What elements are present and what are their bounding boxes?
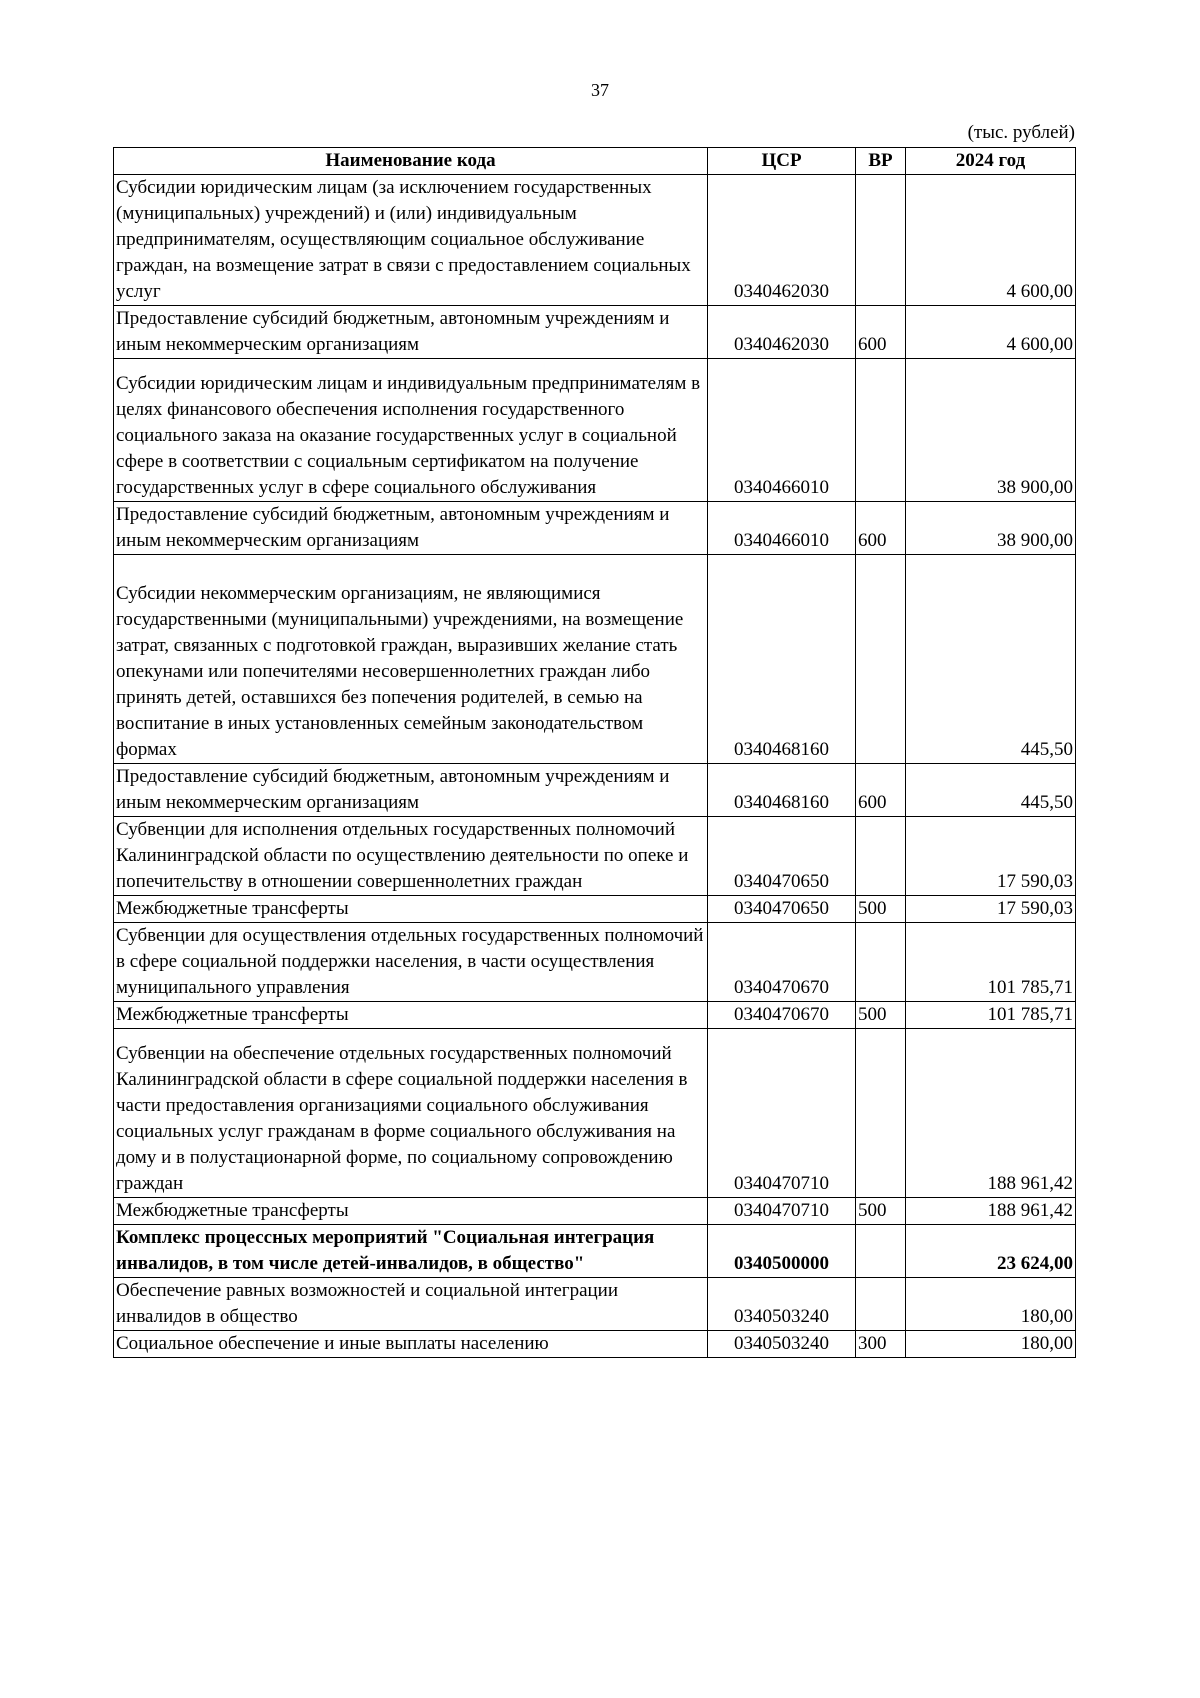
- row-sum: 445,50: [906, 555, 1076, 764]
- row-name: Социальное обеспечение и иные выплаты населению: [114, 1331, 708, 1358]
- row-name: Субсидии некоммерческим организациям, не являющимися государственными (муниципальными) учреждениями, на возмещение затрат, связанных с подготовкой граждан, выразивших желание стать опекунами или попечителями несовершеннолетних граждан либо принять детей, оставшихся без попечения родителей, в семью на воспитание в иных установленных семейным законодательством формах: [114, 555, 708, 764]
- row-name: Предоставление субсидий бюджетным, автономным учреждениям и иным некоммерческим организациям: [114, 306, 708, 359]
- table-row: [114, 306, 1076, 359]
- row-name: Межбюджетные трансферты: [114, 1198, 708, 1225]
- page-number: 37: [591, 80, 609, 100]
- row-csr: 0340470670: [708, 1002, 856, 1029]
- table-row: [114, 175, 1076, 306]
- row-vr: [856, 555, 906, 764]
- table-row: [114, 359, 1076, 502]
- table-row: [114, 896, 1076, 923]
- header-name: Наименование кода: [114, 148, 708, 175]
- table-row: [114, 555, 1076, 764]
- row-name: Обеспечение равных возможностей и социальной интеграции инвалидов в общество: [114, 1278, 708, 1331]
- row-name: Субвенции для исполнения отдельных государственных полномочий Калининградской области по осуществлению деятельности по опеке и попечительству в отношении совершеннолетних граждан: [114, 817, 708, 896]
- row-csr: 0340470670: [708, 923, 856, 1002]
- header-csr: ЦСР: [708, 148, 856, 175]
- row-csr: 0340503240: [708, 1278, 856, 1331]
- units-note: (тыс. рублей): [967, 122, 1075, 143]
- table-row: [114, 502, 1076, 555]
- row-vr: 500: [856, 1002, 906, 1029]
- row-csr: 0340470710: [708, 1198, 856, 1225]
- row-sum: 4 600,00: [906, 175, 1076, 306]
- row-name: Предоставление субсидий бюджетным, автономным учреждениям и иным некоммерческим организациям: [114, 764, 708, 817]
- row-sum: 445,50: [906, 764, 1076, 817]
- table-row: [114, 817, 1076, 896]
- budget-table: [113, 147, 1076, 1358]
- row-csr: 0340466010: [708, 502, 856, 555]
- row-sum: 101 785,71: [906, 923, 1076, 1002]
- table-row: [114, 1331, 1076, 1358]
- row-name: Межбюджетные трансферты: [114, 1002, 708, 1029]
- row-sum: 38 900,00: [906, 502, 1076, 555]
- row-sum: 38 900,00: [906, 359, 1076, 502]
- row-vr: [856, 1225, 906, 1278]
- row-sum: 188 961,42: [906, 1198, 1076, 1225]
- row-csr: 0340466010: [708, 359, 856, 502]
- row-vr: 300: [856, 1331, 906, 1358]
- row-sum: 17 590,03: [906, 896, 1076, 923]
- table-row: [114, 1002, 1076, 1029]
- row-vr: 600: [856, 306, 906, 359]
- row-sum: 180,00: [906, 1278, 1076, 1331]
- row-vr: [856, 1278, 906, 1331]
- row-csr: 0340468160: [708, 555, 856, 764]
- row-csr: 0340470710: [708, 1029, 856, 1198]
- row-csr: 0340462030: [708, 175, 856, 306]
- row-sum: 188 961,42: [906, 1029, 1076, 1198]
- table-row: [114, 1198, 1076, 1225]
- row-csr: 0340503240: [708, 1331, 856, 1358]
- row-csr: 0340468160: [708, 764, 856, 817]
- row-name: Субвенции для осуществления отдельных государственных полномочий в сфере социальной поддержки населения, в части осуществления муниципального управления: [114, 923, 708, 1002]
- row-name: Субсидии юридическим лицам и индивидуальным предпринимателям в целях финансового обеспечения исполнения государственного социального заказа на оказание государственных услуг в социальной сфере в соответствии с социальным сертификатом на получение государственных услуг в сфере социального обслуживания: [114, 359, 708, 502]
- row-sum: 101 785,71: [906, 1002, 1076, 1029]
- row-vr: 500: [856, 896, 906, 923]
- row-vr: [856, 923, 906, 1002]
- header-vr: ВР: [856, 148, 906, 175]
- table-header-row: [114, 148, 1076, 175]
- row-vr: [856, 1029, 906, 1198]
- row-csr: 0340462030: [708, 306, 856, 359]
- row-name: Субвенции на обеспечение отдельных государственных полномочий Калининградской области в сфере социальной поддержки населения в части предоставления организациями социального обслуживания социальных услуг гражданам в форме социального обслуживания на дому и в полустационарной форме, по социальному сопровождению граждан: [114, 1029, 708, 1198]
- row-sum: 17 590,03: [906, 817, 1076, 896]
- row-csr: 0340470650: [708, 817, 856, 896]
- row-sum: 23 624,00: [906, 1225, 1076, 1278]
- table-row: [114, 1029, 1076, 1198]
- table-row: [114, 1278, 1076, 1331]
- table-row: [114, 764, 1076, 817]
- row-name: Субсидии юридическим лицам (за исключением государственных (муниципальных) учреждений) и (или) индивидуальным предпринимателям, осуществляющим социальное обслуживание граждан, на возмещение затрат в связи с предоставлением социальных услуг: [114, 175, 708, 306]
- row-vr: 600: [856, 502, 906, 555]
- row-csr: 0340470650: [708, 896, 856, 923]
- table-row-group-heading: [114, 1225, 1076, 1278]
- table-row: [114, 923, 1076, 1002]
- row-vr: 600: [856, 764, 906, 817]
- row-vr: [856, 817, 906, 896]
- row-sum: 180,00: [906, 1331, 1076, 1358]
- row-vr: 500: [856, 1198, 906, 1225]
- row-vr: [856, 359, 906, 502]
- row-csr: 0340500000: [708, 1225, 856, 1278]
- header-year: 2024 год: [906, 148, 1076, 175]
- row-vr: [856, 175, 906, 306]
- row-name: Межбюджетные трансферты: [114, 896, 708, 923]
- row-name: Комплекс процессных мероприятий "Социальная интеграция инвалидов, в том числе детей-инвалидов, в общество": [114, 1225, 708, 1278]
- row-sum: 4 600,00: [906, 306, 1076, 359]
- row-name: Предоставление субсидий бюджетным, автономным учреждениям и иным некоммерческим организациям: [114, 502, 708, 555]
